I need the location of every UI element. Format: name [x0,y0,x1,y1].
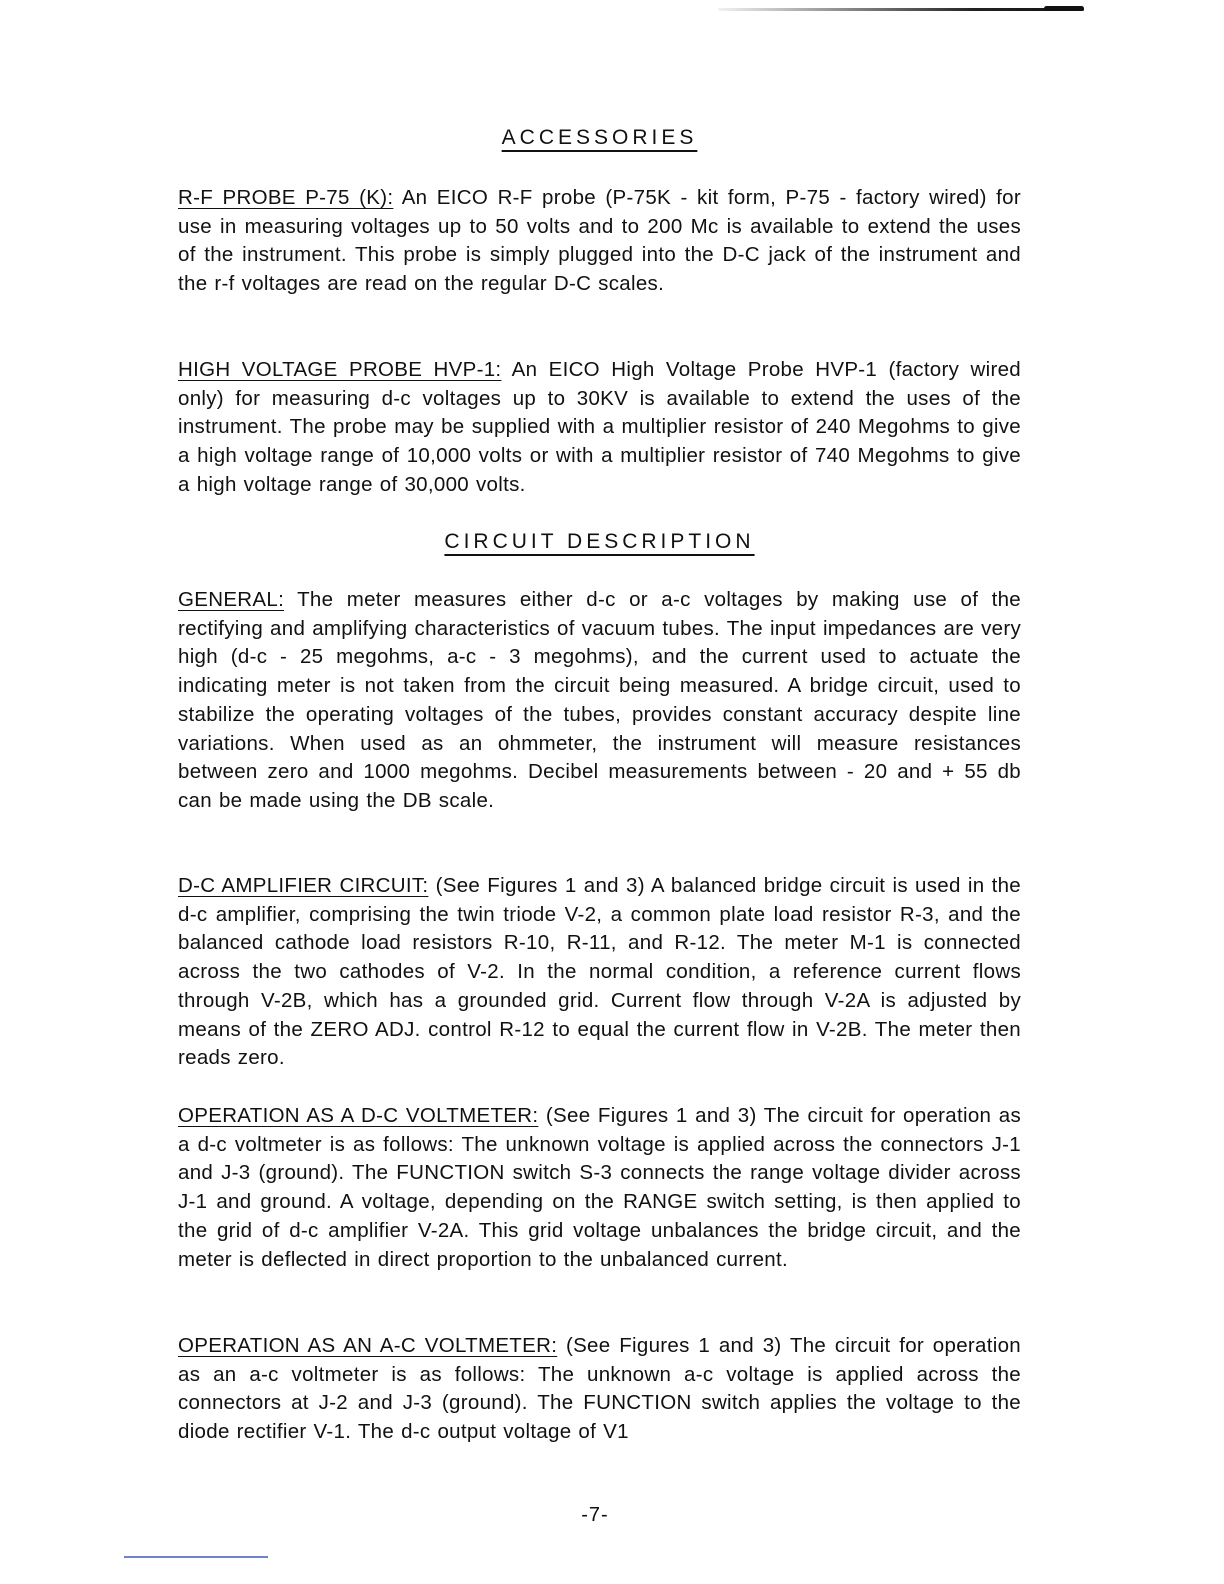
paragraph-lead: OPERATION AS A D-C VOLTMETER: [178,1104,539,1127]
scan-artifact-top [718,8,1084,11]
paragraph-lead: GENERAL: [178,588,285,611]
paragraph-body: (See Figures 1 and 3) The circuit for operation as an a-c voltmeter is as follows: The unknown a-c voltage is applied across the connectors at J-2 and J-3 (ground). The FUNCTION switch applies the voltage to the diode rectifier V-1. The d-c output voltage of V1 [178,1334,1021,1444]
paragraph-body: (See Figures 1 and 3) A balanced bridge circuit is used in the d-c amplifier, comprising the twin triode V-2, a common plate load resistor R-3, and the balanced cathode load resistors R-10, R-11, and R-12. The meter M-1 is connected across the two cathodes of V-2. In the normal condition, a reference current flows through V-2B, which has a grounded grid. Current flow through V-2A is adjusted by means of the ZERO ADJ. control R-12 to equal the current flow in V-2B. The meter then reads zero. [178,874,1021,1070]
paragraph-lead: OPERATION AS AN A-C VOLTMETER: [178,1334,558,1357]
paragraph-dc-voltmeter [178,1102,1021,1274]
paragraph-ac-voltmeter [178,1332,1021,1447]
paragraph-body: (See Figures 1 and 3) The circuit for operation as a d-c voltmeter is as follows: The unknown voltage is applied across the connectors J-1 and J-3 (ground). The FUNCTION switch S-3 connects the range voltage divider across J-1 and ground. A voltage, depending on the RANGE switch setting, is then applied to the grid of d-c amplifier V-2A. This grid voltage unbalances the bridge circuit, and the meter is deflected in direct proportion to the unbalanced current. [178,1104,1022,1271]
paragraph-body: The meter measures either d-c or a-c voltages by making use of the rectifying and amplifying characteristics of vacuum tubes. The input impedances are very high (d-c - 25 megohms, a-c - 3 megohms), and the current used to actuate the indicating meter is not taken from the circuit being measured. A bridge circuit, used to stabilize the operating voltages of the tubes, provides constant accuracy despite line variations. When used as an ohmmeter, the instrument will measure resistances between zero and 1000 megohms. Decibel measurements between - 20 and + 55 db can be made using the DB scale. [178,588,1021,812]
paragraph-body: An EICO High Voltage Probe HVP-1 (factory wired only) for measuring d-c voltages up to 30KV is available to extend the uses of the instrument. The probe may be supplied with a multiplier resistor of 240 Megohms to give a high voltage range of 10,000 volts or with a multiplier resistor of 740 Megohms to give a high voltage range of 30,000 volts. [178,358,1021,496]
scan-artifact-bottom [124,1556,268,1558]
paragraph-hv-probe [178,356,1021,500]
paragraph-lead: D-C AMPLIFIER CIRCUIT: [178,874,429,897]
heading-circuit-description: CIRCUIT DESCRIPTION [444,530,755,553]
paragraph-general [178,586,1021,816]
heading-accessories: ACCESSORIES [501,126,698,149]
paragraph-dc-amplifier [178,872,1021,1073]
paragraph-body: An EICO R-F probe (P-75K - kit form, P-75 - factory wired) for use in measuring voltages up to 50 volts and to 200 Mc is available to extend the uses of the instrument. This probe is simply plugged into the D-C jack of the instrument and the r-f voltages are read on the regular D-C scales. [178,186,1021,296]
paragraph-lead: HIGH VOLTAGE PROBE HVP-1: [178,358,502,381]
paragraph-rf-probe [178,184,1021,299]
paragraph-lead: R-F PROBE P-75 (K): [178,186,394,209]
page-number: -7- [581,1504,609,1526]
